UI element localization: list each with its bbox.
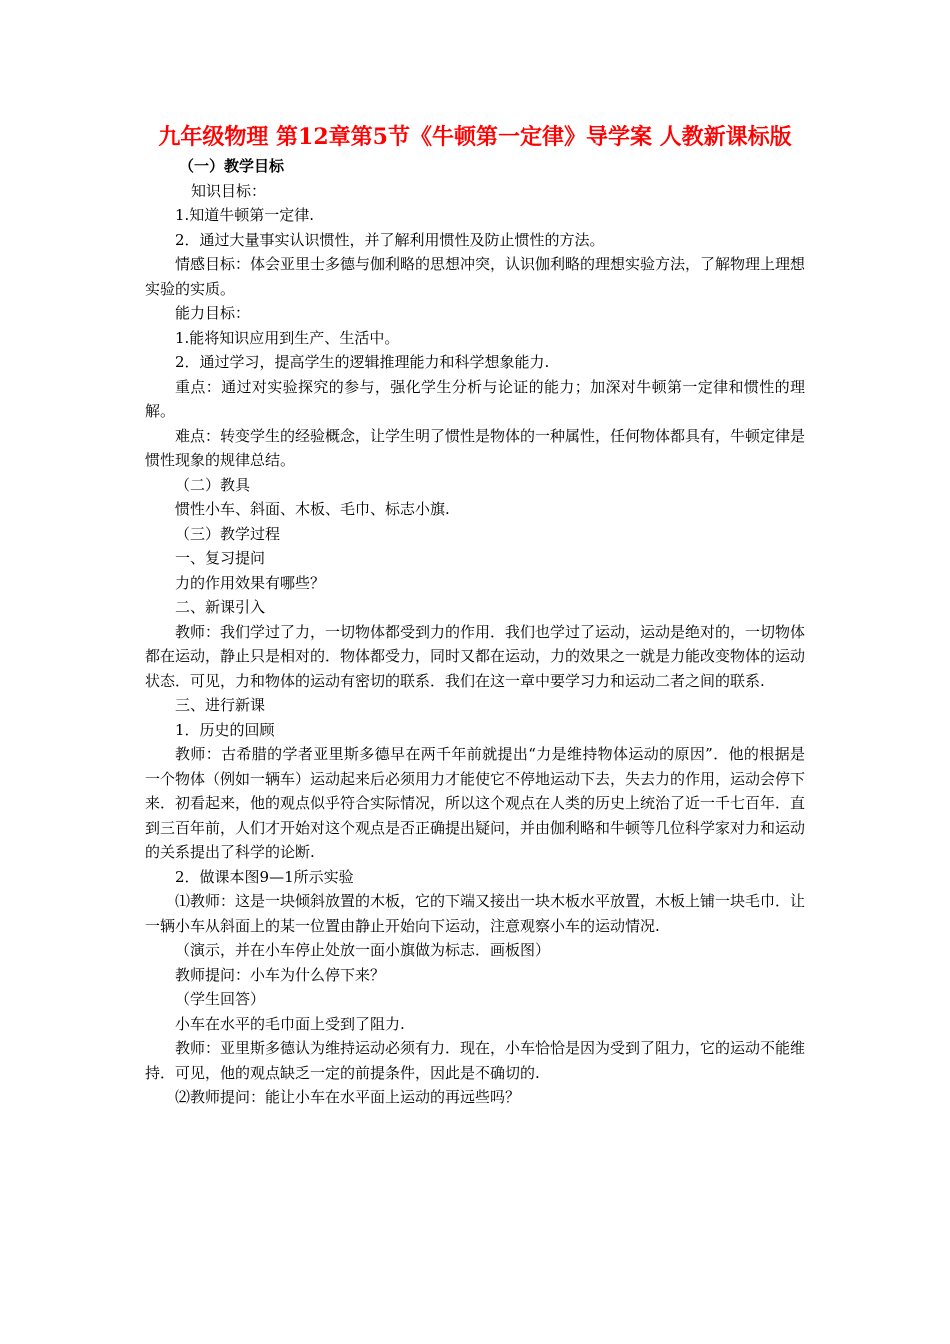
- paragraph: ⑵教师提问：能让小车在水平面上运动的再远些吗？: [175, 1088, 521, 1106]
- paragraph: 情感目标：体会亚里士多德与伽利略的思想冲突，认识伽利略的理想实验方法，了解物理上理想实验的实质。: [145, 255, 806, 298]
- paragraph: 1．历史的回顾: [175, 720, 275, 739]
- paragraph: 能力目标：: [175, 304, 251, 322]
- paragraph: 2．做课本图9—1所示实验: [175, 867, 354, 886]
- paragraph: 力的作用效果有哪些？: [175, 573, 326, 592]
- paragraph: 教师提问：小车为什么停下来？: [175, 965, 386, 984]
- paragraph: （演示，并在小车停止处放一面小旗做为标志．画板图）: [175, 941, 551, 959]
- paragraph: 小车在水平的毛巾面上受到了阻力.: [175, 1014, 405, 1033]
- paragraph: 二、新课引入: [175, 598, 266, 616]
- paragraph: 教师：亚里斯多德认为维持运动必须有力．现在，小车恰恰是因为受到了阻力，它的运动不能维持．可见，他的观点缺乏一定的前提条件，因此是不确切的.: [145, 1039, 806, 1082]
- paragraph: 惯性小车、斜面、木板、毛巾、标志小旗.: [175, 500, 450, 518]
- paragraph: （三）教学过程: [175, 524, 281, 543]
- paragraph: 重点：通过对实验探究的参与，强化学生分析与论证的能力；加深对牛顿第一定律和惯性的理解。: [145, 377, 805, 420]
- paragraph: （学生回答）: [175, 990, 266, 1008]
- paragraph: 三、进行新课: [175, 696, 266, 714]
- paragraph: 1.能将知识应用到生产、生活中。: [175, 328, 400, 347]
- document-page: [145, 118, 805, 1110]
- paragraph: 1.知道牛顿第一定律.: [175, 206, 315, 224]
- paragraph: 一、复习提问: [175, 549, 266, 567]
- paragraph: 2．通过大量事实认识惯性，并了解利用惯性及防止惯性的方法。: [175, 230, 605, 249]
- document-title: 九年级物理 第12章第5节《牛顿第一定律》导学案 人教新课标版: [158, 124, 792, 150]
- paragraph: 知识目标：: [191, 181, 267, 200]
- paragraph: ⑴教师：这是一块倾斜放置的木板，它的下端又接出一块木板水平放置，木板上铺一块毛巾．让一辆小车从斜面上的某一位置由静止开始向下运动，注意观察小车的运动情况.: [145, 892, 806, 935]
- paragraph: 难点：转变学生的经验概念，让学生明了惯性是物体的一种属性，任何物体都具有，牛顿定律是惯性现象的规律总结。: [145, 426, 806, 469]
- paragraph: 教师：古希腊的学者亚里斯多德早在两千年前就提出“力是维持物体运动的原因”．他的根据是一个物体（例如一辆车）运动起来后必须用力才能使它不停地运动下去，失去力的作用，运动会停下来．初看起来，他的观点似乎符合实际情况，所以这个观点在人类的历史上统治了近一千七百年．直到三百年前，人们才开始对这个观点是否正确提出疑问，并由伽利略和牛顿等几位科学家对力和运动的关系提出了科学的论断.: [145, 745, 806, 861]
- paragraph: 2．通过学习，提高学生的逻辑推理能力和科学想象能力.: [175, 353, 550, 371]
- paragraph: （二）教具: [175, 475, 251, 494]
- paragraph: 教师：我们学过了力，一切物体都受到力的作用．我们也学过了运动，运动是绝对的，一切物体都在运动，静止只是相对的．物体都受力，同时又都在运动，力的效果之一就是力能改变物体的运动状态．可见，力和物体的运动有密切的联系．我们在这一章中要学习力和运动二者之间的联系.: [145, 622, 806, 690]
- section-heading-teaching-goals: （一）教学目标: [179, 157, 285, 175]
